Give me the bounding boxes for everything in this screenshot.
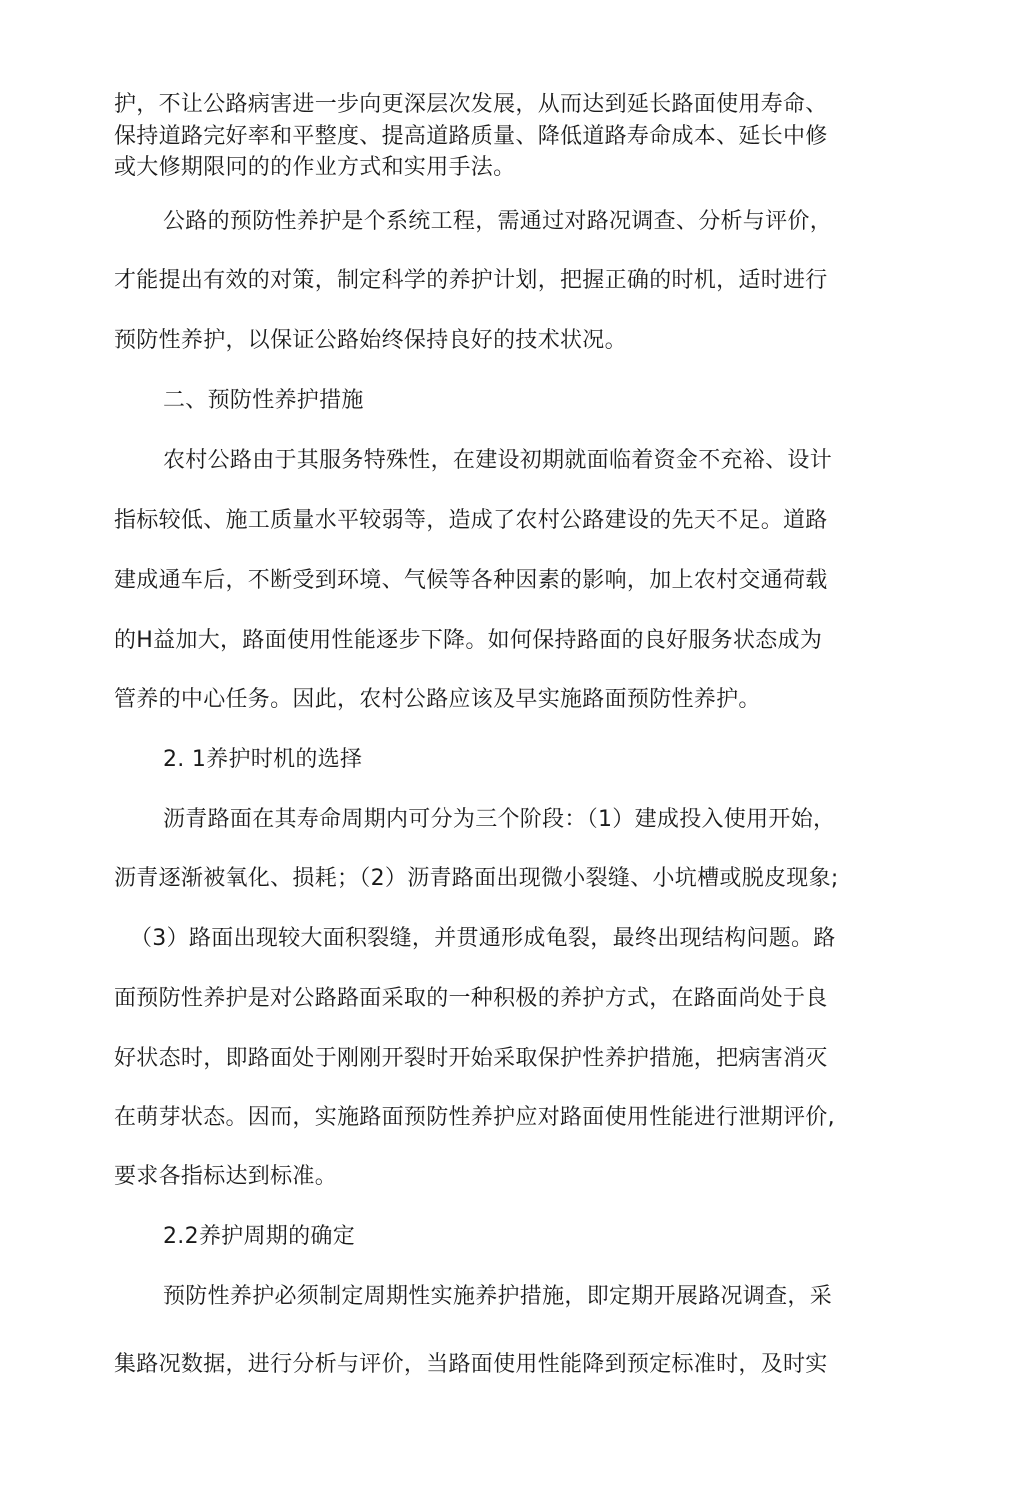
paragraph-line: 指标较低、施工质量水平较弱等，造成了农村公路建设的先天不足。道路 [114, 508, 828, 533]
paragraph-line: 护，不让公路病害进一步向更深层次发展，从而达到延长路面使用寿命、 [114, 92, 828, 117]
subsection-heading: 2.2养护周期的确定 [163, 1224, 355, 1249]
paragraph-line: 管养的中心任务。因此，农村公路应该及早实施路面预防性养护。 [114, 687, 761, 712]
paragraph-line: 建成通车后，不断受到环境、气候等各种因素的影响，加上农村交通荷载 [114, 568, 828, 593]
subsection-heading: 2. 1养护时机的选择 [163, 747, 363, 772]
paragraph-line: 的H益加大，路面使用性能逐步下降。如何保持路面的良好服务状态成为 [114, 628, 823, 653]
paragraph-line: 农村公路由于其服务特殊性，在建设初期就面临着资金不充裕、设计 [163, 448, 833, 473]
paragraph-line: 集路况数据，进行分析与评价，当路面使用性能降到预定标准时，及时实 [114, 1352, 828, 1377]
paragraph-line: 预防性养护必须制定周期性实施养护措施，即定期开展路况调查，采 [163, 1284, 833, 1309]
paragraph-line: 要求各指标达到标准。 [114, 1164, 338, 1189]
paragraph-line: 沥青逐渐被氧化、损耗；（2）沥青路面出现微小裂缝、小坑槽或脱皮现象; [114, 866, 839, 891]
paragraph-line: 预防性养护，以保证公路始终保持良好的技术状况。 [114, 328, 627, 353]
paragraph-line: 在萌芽状态。因而，实施路面预防性养护应对路面使用性能进行泄期评价, [114, 1105, 835, 1130]
paragraph-line: 保持道路完好率和平整度、提高道路质量、降低道路寿命成本、延长中修 [114, 124, 828, 149]
paragraph-line: 才能提出有效的对策，制定科学的养护计划，把握正确的时机，适时进行 [114, 268, 828, 293]
paragraph-line: 好状态时，即路面处于刚刚开裂时开始采取保护性养护措施，把病害消灭 [114, 1046, 828, 1071]
paragraph-line: （3）路面出现较大面积裂缝，并贯通形成龟裂，最终出现结构问题。路 [130, 926, 836, 951]
section-heading: 二、预防性养护措施 [163, 388, 364, 413]
paragraph-line: 公路的预防性养护是个系统工程，需通过对路况调查、分析与评价， [163, 209, 833, 234]
paragraph-line: 沥青路面在其寿命周期内可分为三个阶段：（1）建成投入使用开始， [163, 807, 836, 832]
paragraph-line: 面预防性养护是对公路路面采取的一种积极的养护方式，在路面尚处于良 [114, 986, 828, 1011]
paragraph-line: 或大修期限冋的的作业方式和实用手法。 [114, 155, 516, 180]
